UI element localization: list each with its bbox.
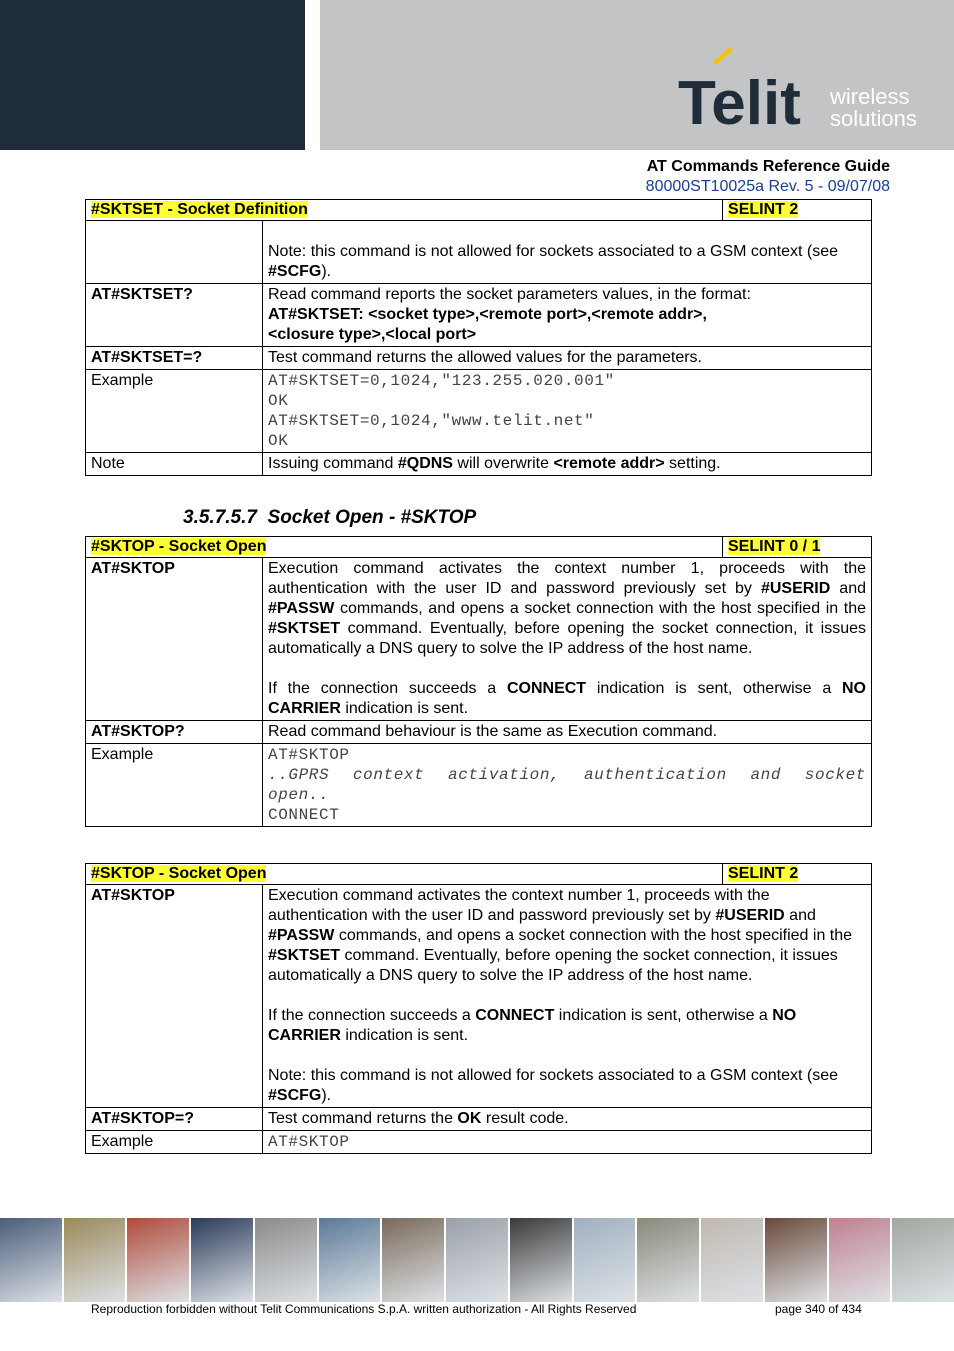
- table-row: [86, 284, 872, 347]
- table-title: #SKTOP - Socket Open: [91, 538, 267, 555]
- table-row: [86, 721, 872, 744]
- read-desc: Read command behaviour is the same as Execution command.: [263, 721, 872, 744]
- note-text: Note: this command is not allowed for sockets associated to a GSM context (see: [268, 243, 839, 260]
- example-line: OK: [268, 392, 289, 410]
- table-row: [86, 221, 872, 284]
- connect-paragraph: If the connection succeeds a CONNECT indication is sent, otherwise a NO CARRIER indication is sent.: [268, 680, 866, 717]
- table-title: #SKTSET - Socket Definition: [91, 201, 308, 218]
- command-cell: AT#SKTOP: [86, 558, 263, 721]
- read-desc: Read command reports the socket parameters values, in the format:: [268, 286, 751, 303]
- note-row-text: will overwrite: [452, 455, 554, 472]
- table-header-row: [86, 864, 872, 885]
- section-heading: [183, 507, 476, 529]
- table-header-row: [86, 537, 872, 558]
- example-line: AT#SKTOP: [268, 746, 350, 764]
- connect-paragraph: If the connection succeeds a CONNECT indication is sent, otherwise a NO CARRIER indication is sent.: [268, 1007, 797, 1044]
- table-header-row: [86, 200, 872, 221]
- footer-photo-tile: [446, 1218, 508, 1302]
- footer-photo-tile: [765, 1218, 827, 1302]
- command-cell: AT#SKTSET?: [86, 284, 263, 347]
- command-cell: AT#SKTOP: [86, 885, 263, 1108]
- table-row: [86, 744, 872, 827]
- footer-photo-tile: [892, 1218, 954, 1302]
- example-line: AT#SKTSET=0,1024,"123.255.020.001": [268, 372, 615, 390]
- example-label: Example: [86, 1131, 263, 1154]
- footer-photo-tile: [127, 1218, 189, 1302]
- example-label: Example: [86, 744, 263, 827]
- footer-photo-tile: [510, 1218, 572, 1302]
- footer-photo-tile: [382, 1218, 444, 1302]
- sktop-table-selint2: [85, 863, 872, 1154]
- example-line: ..GPRS context activation, authentication and socket open..: [268, 766, 866, 804]
- footer-photo-tile: [701, 1218, 763, 1302]
- header-dark-band: [0, 0, 305, 150]
- sktset-table: [85, 199, 872, 476]
- table-title: #SKTOP - Socket Open: [91, 865, 267, 882]
- logo-tagline-1: wireless: [830, 84, 910, 109]
- footer-photo-strip: [0, 1218, 954, 1302]
- example-label: Example: [86, 370, 263, 453]
- page-number: page 340 of 434: [775, 1302, 862, 1316]
- section-title: Socket Open - #SKTOP: [267, 507, 477, 528]
- footer-photo-tile: [319, 1218, 381, 1302]
- selint-badge: SELINT 2: [728, 201, 799, 218]
- table-row: [86, 453, 872, 476]
- test-desc: Test command returns the allowed values for the parameters.: [263, 347, 872, 370]
- example-line: OK: [268, 432, 289, 450]
- doc-revision: 80000ST10025a Rev. 5 - 09/07/08: [645, 178, 890, 195]
- command-cell: AT#SKTSET=?: [86, 347, 263, 370]
- exec-paragraph: Execution command activates the context number 1, proceeds with the authentication with the user ID and password previously set by #USERID and #PASSW commands, and opens a socket connection with the host specified in the #SKTSET command. Eventually, before opening the socket connection, it issues automatically a DNS query to solve the IP address of the host name.: [268, 887, 853, 984]
- sktop-table-selint01: [85, 536, 872, 827]
- doc-title: AT Commands Reference Guide: [646, 158, 890, 175]
- footer-photo-tile: [637, 1218, 699, 1302]
- example-line: AT#SKTSET=0,1024,"www.telit.net": [268, 412, 595, 430]
- logo-brand-text: Telit: [678, 69, 801, 133]
- note-label: Note: [86, 453, 263, 476]
- exec-paragraph: Execution command activates the context number 1, proceeds with the authentication with the user ID and password previously set by #USERID and #PASSW commands, and opens a socket connection with the host specified in the #SKTSET command. Eventually, before opening the socket connection, it issues automatically a DNS query to solve the IP address of the host name.: [268, 560, 866, 657]
- footer-photo-tile: [255, 1218, 317, 1302]
- command-cell: AT#SKTOP=?: [86, 1108, 263, 1131]
- note-row-bold: <remote addr>: [553, 455, 665, 472]
- test-desc: Test command returns the OK result code.: [263, 1108, 872, 1131]
- footer-photo-tile: [64, 1218, 126, 1302]
- note-row-text: setting.: [664, 455, 721, 472]
- section-number: 3.5.7.5.7: [183, 507, 257, 528]
- read-format-1: AT#SKTSET: <socket type>,<remote port>,<remote addr>,: [268, 306, 707, 323]
- note-bold: #SCFG: [268, 263, 322, 280]
- footer-copyright: Reproduction forbidden without Telit Communications S.p.A. written authorization - All Rights Reserved: [91, 1302, 637, 1316]
- example-line: AT#SKTOP: [263, 1131, 872, 1154]
- read-format-2: <closure type>,<local port>: [268, 326, 477, 343]
- logo-tagline-2: solutions: [830, 106, 917, 131]
- footer-photo-tile: [0, 1218, 62, 1302]
- selint-badge: SELINT 2: [728, 865, 799, 882]
- note-paragraph: Note: this command is not allowed for sockets associated to a GSM context (see #SCFG).: [268, 1067, 839, 1104]
- table-row: [86, 347, 872, 370]
- table-row: [86, 558, 872, 721]
- command-cell: AT#SKTOP?: [86, 721, 263, 744]
- selint-badge: SELINT 0 / 1: [728, 538, 821, 555]
- note-row-bold: #QDNS: [397, 455, 453, 472]
- example-line: CONNECT: [268, 806, 340, 824]
- note-row-text: Issuing command: [268, 455, 398, 472]
- footer-photo-tile: [829, 1218, 891, 1302]
- footer-photo-tile: [574, 1218, 636, 1302]
- table-row: [86, 1131, 872, 1154]
- table-row: [86, 370, 872, 453]
- note-text-end: ).: [321, 263, 332, 280]
- footer-photo-tile: [191, 1218, 253, 1302]
- table-row: [86, 885, 872, 1108]
- table-row: [86, 1108, 872, 1131]
- telit-logo: [678, 48, 938, 133]
